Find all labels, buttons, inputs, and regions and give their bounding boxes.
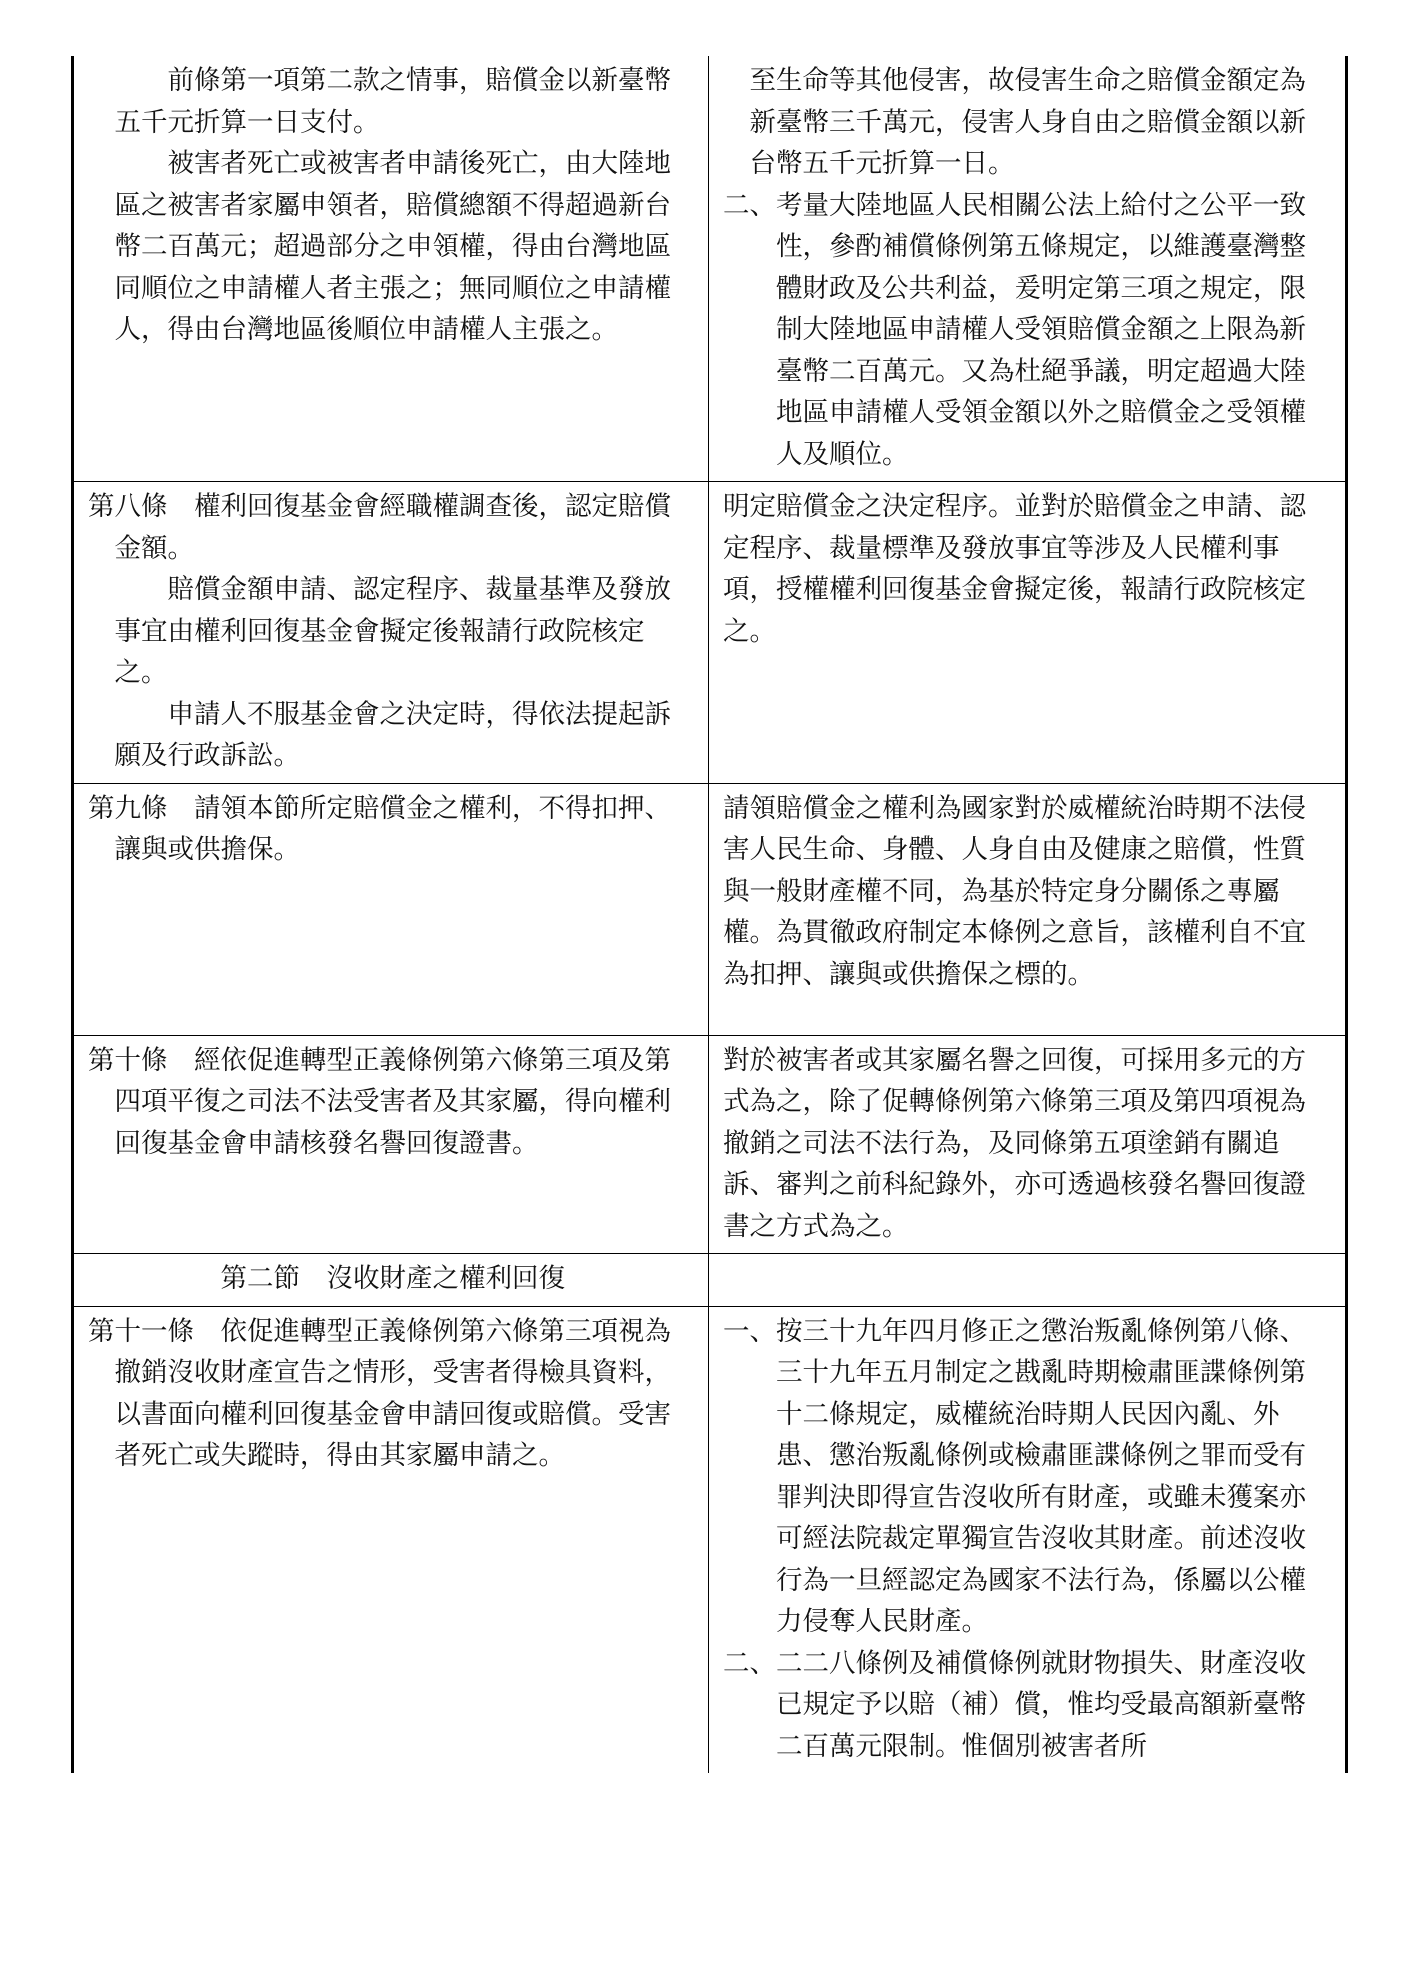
document-page (71, 56, 1345, 1773)
section-title: 第二節 沒收財產之權利回復 (220, 1263, 565, 1294)
paragraph: 一、按三十九年四月修正之懲治叛亂條例第八條、三十九年五月制定之戡亂時期檢肅匪諜條例第十二條規定，威權統治時期人民因內亂、外患、懲治叛亂條例或檢肅匪諜條例之罪而受有罪判決即得宣告沒收所有財產，或雖未獲案亦可經法院裁定單獨宣告沒收其財產。前述沒收行為一旦經認定為國家不法行為，係屬以公權力侵奪人民財產。 (723, 1315, 1306, 1637)
explanation-cell (709, 56, 1347, 482)
table-row (73, 482, 1347, 784)
article-cell (73, 482, 709, 784)
paragraph: 賠償金額申請、認定程序、裁量基準及發放事宜由權利回復基金會擬定後報請行政院核定之。 (114, 574, 671, 688)
article-heading-paragraph: 第九條 請領本節所定賠償金之權利，不得扣押、讓與或供擔保。 (88, 792, 671, 865)
paragraph: 二、考量大陸地區人民相關公法上給付之公平一致性，參酌補償條例第五條規定，以維護臺灣整體財政及公共利益，爰明定第三項之規定，限制大陸地區申請權人受領賠償金額之上限為新臺幣二百萬元。又為杜絕爭議，明定超過大陸地區申請權人受領金額以外之賠償金之受領權人及順位。 (723, 189, 1306, 470)
paragraph: 前條第一項第二款之情事，賠償金以新臺幣五千元折算一日支付。 (114, 65, 671, 138)
paragraph: 明定賠償金之決定程序。並對於賠償金之申請、認定程序、裁量標準及發放事宜等涉及人民權利事項，授權權利回復基金會擬定後，報請行政院核定之。 (723, 491, 1306, 647)
explanation-cell (709, 1035, 1347, 1254)
article-cell (73, 1306, 709, 1773)
paragraph: 二、二二八條例及補償條例就財物損失、財產沒收已規定予以賠（補）償，惟均受最高額新臺幣二百萬元限制。惟個別被害者所 (723, 1647, 1306, 1762)
article-heading-paragraph: 第十條 經依促進轉型正義條例第六條第三項及第四項平復之司法不法受害者及其家屬，得向權利回復基金會申請核發名譽回復證書。 (88, 1044, 671, 1159)
explanation-cell (709, 783, 1347, 1035)
section-title-cell (73, 1254, 709, 1307)
article-cell (73, 56, 709, 482)
paragraph: 被害者死亡或被害者申請後死亡，由大陸地區之被害者家屬申領者，賠償總額不得超過新台幣二百萬元；超過部分之申領權，得由台灣地區同順位之申請權人者主張之；無同順位之申請權人，得由台灣地區後順位申請權人主張之。 (114, 148, 671, 345)
article-cell (73, 783, 709, 1035)
paragraph: 至生命等其他侵害，故侵害生命之賠償金額定為新臺幣三千萬元，侵害人身自由之賠償金額以新台幣五千元折算一日。 (749, 65, 1306, 179)
table-row (73, 1254, 1347, 1307)
paragraph: 申請人不服基金會之決定時，得依法提起訴願及行政訴訟。 (114, 698, 671, 771)
article-heading-paragraph: 第十一條 依促進轉型正義條例第六條第三項視為撤銷沒收財產宣告之情形，受害者得檢具資料，以書面向權利回復基金會申請回復或賠償。受害者死亡或失蹤時，得由其家屬申請之。 (88, 1315, 671, 1471)
explanation-cell (709, 1306, 1347, 1773)
empty-cell (709, 1254, 1347, 1307)
table-row (73, 56, 1347, 482)
table-row (73, 1035, 1347, 1254)
table-row (73, 783, 1347, 1035)
explanation-cell (709, 482, 1347, 784)
table-row (73, 1306, 1347, 1773)
article-heading-paragraph: 第八條 權利回復基金會經職權調查後，認定賠償金額。 (88, 491, 671, 564)
paragraph: 請領賠償金之權利為國家對於威權統治時期不法侵害人民生命、身體、人身自由及健康之賠償，性質與一般財產權不同，為基於特定身分關係之專屬權。為貫徹政府制定本條例之意旨，該權利自不宜為扣押、讓與或供擔保之標的。 (723, 792, 1306, 990)
paragraph: 對於被害者或其家屬名譽之回復，可採用多元的方式為之，除了促轉條例第六條第三項及第四項視為撤銷之司法不法行為，及同條第五項塗銷有關追訴、審判之前科紀錄外，亦可透過核發名譽回復證書之方式為之。 (723, 1044, 1306, 1242)
comparison-table (71, 56, 1348, 1773)
article-cell (73, 1035, 709, 1254)
